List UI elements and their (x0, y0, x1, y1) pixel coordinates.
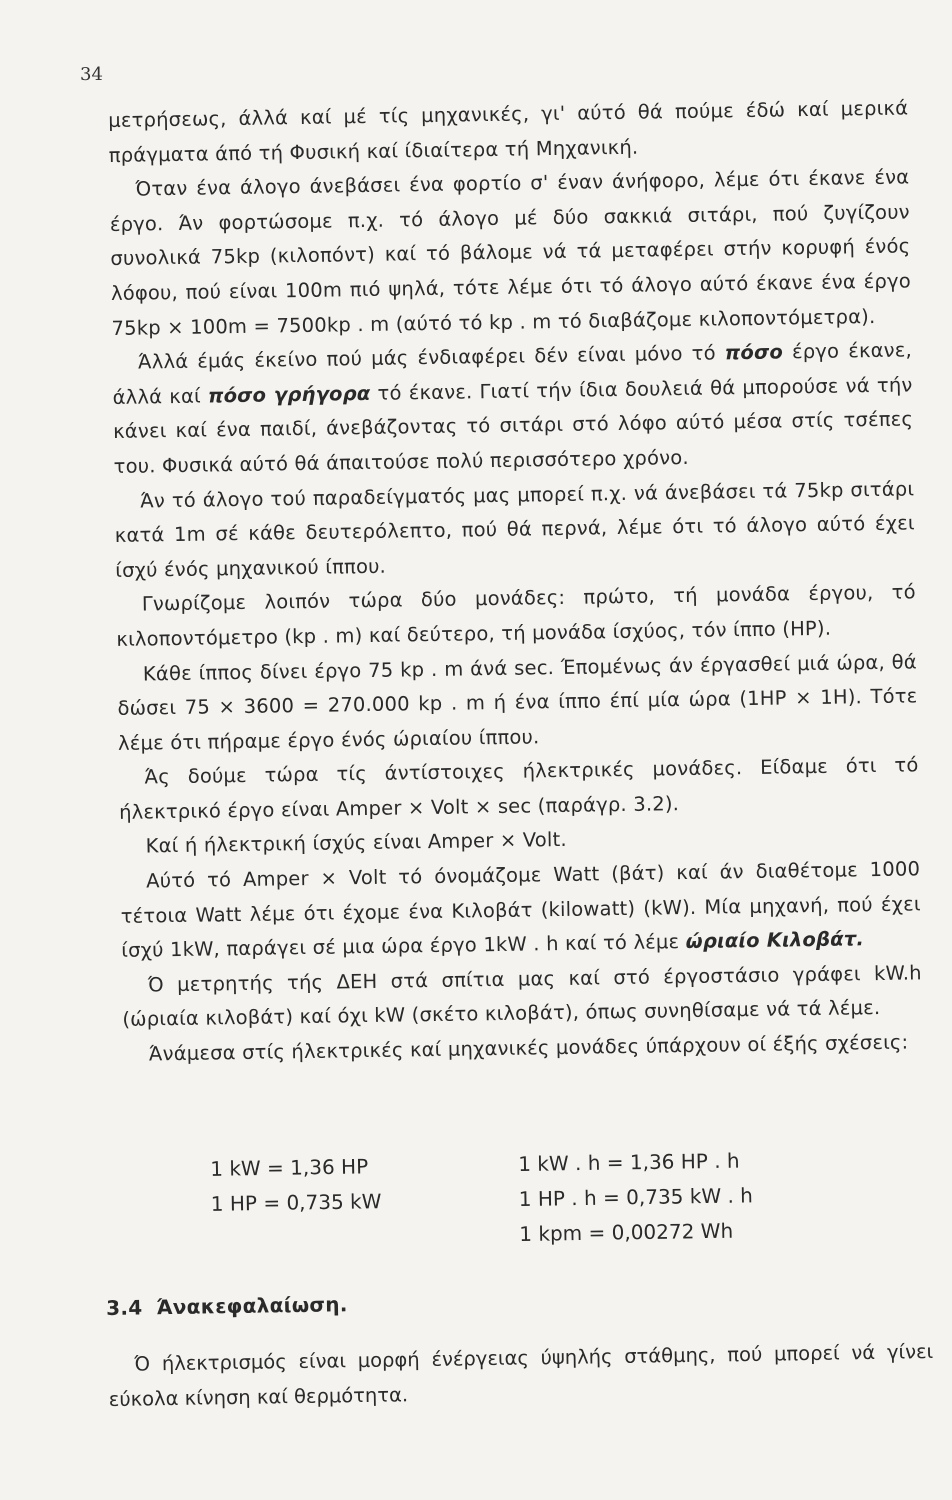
paragraph (108, 91, 909, 173)
paragraph (118, 749, 919, 831)
relations-left-column (210, 1149, 382, 1222)
text-run: Όταν ένα άλογο άνεβάσει ένα φορτίο σ' έναν άνήφορο, λέμε ότι έκανε ένα έργο. Άν φορτώσομε π.χ. τό άλογο μέ δύο σακκιά σιτάρι, πού ζυγίζουν συνολικά 75kp (κιλοπόντ) καί τό βάλομε νά τά μεταφέρει στήν κορυφή ένός λόφου, πού είναι 100m πιό ψηλά, τότε λέμε ότι τό άλογο αύτό έκανε ένα έργο 75kp × 100m = 7500kp . m (αύτό τό kp . m τό διαβάζομε κιλοποντόμετρα). (109, 165, 912, 340)
unit-relations-table (200, 1142, 820, 1246)
relation-line: 1 kpm = 0,00272 Wh (519, 1218, 734, 1246)
relations-right-column (518, 1143, 754, 1252)
text-run: Άλλά έμάς έκείνο πού μάς ένδιαφέρει δέν είναι μόνο τό (137, 341, 725, 374)
text-run: Ό μετρητής τής ΔΕΗ στά σπίτια μας καί στό έργοστάσιο γράφει kW.h (ώριαία κιλοβάτ) καί όχι kW (σκέτο κιλοβάτ), όπως συνηθίσαμε νά τά λέμε. (122, 961, 922, 1032)
section-title: Άνακεφαλαίωση. (156, 1292, 348, 1320)
paragraph (112, 334, 914, 485)
main-text (108, 91, 923, 1072)
text-run: τό έκανε. Γιατί τήν ίδια δουλειά θά μπορούσε νά τήν κάνει καί ένα παιδί, άνεβάζοντας τό σιτάρι στό λόφο αύτό μέσα στίς τσέπες του. Φυσικά αύτό θά άπαιτούσε πολύ περισσότερο χρόνο. (112, 373, 914, 478)
paragraph (122, 956, 923, 1038)
text-run: Αύτό τό Amper × Volt τό όνομάζομε Watt (βάτ) καί άν διαθέτομε 1000 τέτοια Watt λέμε ότι έχομε ένα Κιλοβάτ (kilowatt) (kW). Μία μηχανή, πού έχει ίσχύ 1kW, παράγει σέ μια ώρα έργο 1kW . h καί τό λέμε (120, 857, 921, 963)
paragraph (120, 852, 922, 968)
text-run: Άς δούμε τώρα τίς άντίστοιχες ήλεκτρικές μονάδες. Είδαμε ότι τό ήλεκτρικό έργο είναι Amper × Volt × sec (παράγρ. 3.2). (118, 753, 919, 824)
emphasis-text: πόσο γρήγορα (207, 381, 371, 408)
text-run: έργο έκανε, άλλά καί (112, 338, 913, 409)
relation-line: 1 HP = 0,735 kW (210, 1189, 382, 1216)
paragraph (117, 645, 919, 761)
paragraph (116, 576, 917, 658)
paragraph: Ό ήλεκτρισμός είναι μορφή ένέργειας ύψηλής στάθμης, πού μπορεί νά γίνει εύκολα κίνηση καί θερμότητα. (108, 1340, 934, 1411)
text-run: Κάθε ίππος δίνει έργο 75 kp . m άνά sec. Έπομένως άν έργασθεί μιά ώρα, θά δώσει 75 × 3600 = 270.000 kp . m ή ένα ίππο έπί μία ώρα (1HP × 1H). Τότε λέμε ότι πήραμε έργο ένός ώριαίου ίππου. (117, 649, 918, 755)
relation-line: 1 kW . h = 1,36 HP . h (518, 1148, 740, 1177)
paragraph (109, 161, 912, 347)
section-heading (106, 1292, 348, 1320)
relation-line: 1 kW = 1,36 HP (210, 1154, 369, 1181)
text-run: μετρήσεως, άλλά καί μέ τίς μηχανικές, γι' αύτό θά πούμε έδώ καί μερικά πράγματα άπό τή Φυσική καί ίδιαίτερα τή Μηχανική. (108, 96, 909, 167)
text-run: Άν τό άλογο τού παραδείγματός μας μπορεί π.χ. νά άνεβάσει τά 75kp σιτάρι κατά 1m σέ κάθε δευτερόλεπτο, πού θά περνά, λέμε ότι τό άλογο αύτό έχει ίσχύ ένός μηχανικού ίππου. (114, 476, 915, 582)
text-run: Άνάμεσα στίς ήλεκτρικές καί μηχανικές μονάδες ύπάρχουν οί έξής σχέσεις: (148, 1030, 909, 1066)
emphasis-text: πόσο (724, 340, 784, 365)
relation-line: 1 HP . h = 0,735 kW . h (518, 1183, 754, 1211)
text-run: Γνωρίζομε λοιπόν τώρα δύο μονάδες: πρώτο, τή μονάδα έργου, τό κιλοποντόμετρο (kp . m) καί δεύτερο, τή μονάδα ίσχύος, τόν ίππο (HP). (116, 580, 916, 651)
summary-paragraph (108, 1335, 934, 1417)
page-number: 34 (80, 64, 103, 85)
section-number: 3.4 (106, 1295, 143, 1320)
paragraph (114, 472, 916, 588)
emphasis-text: ώριαίο Κιλοβάτ. (685, 927, 865, 954)
text-run: Καί ή ήλεκτρική ίσχύς είναι Amper × Volt. (145, 828, 568, 858)
